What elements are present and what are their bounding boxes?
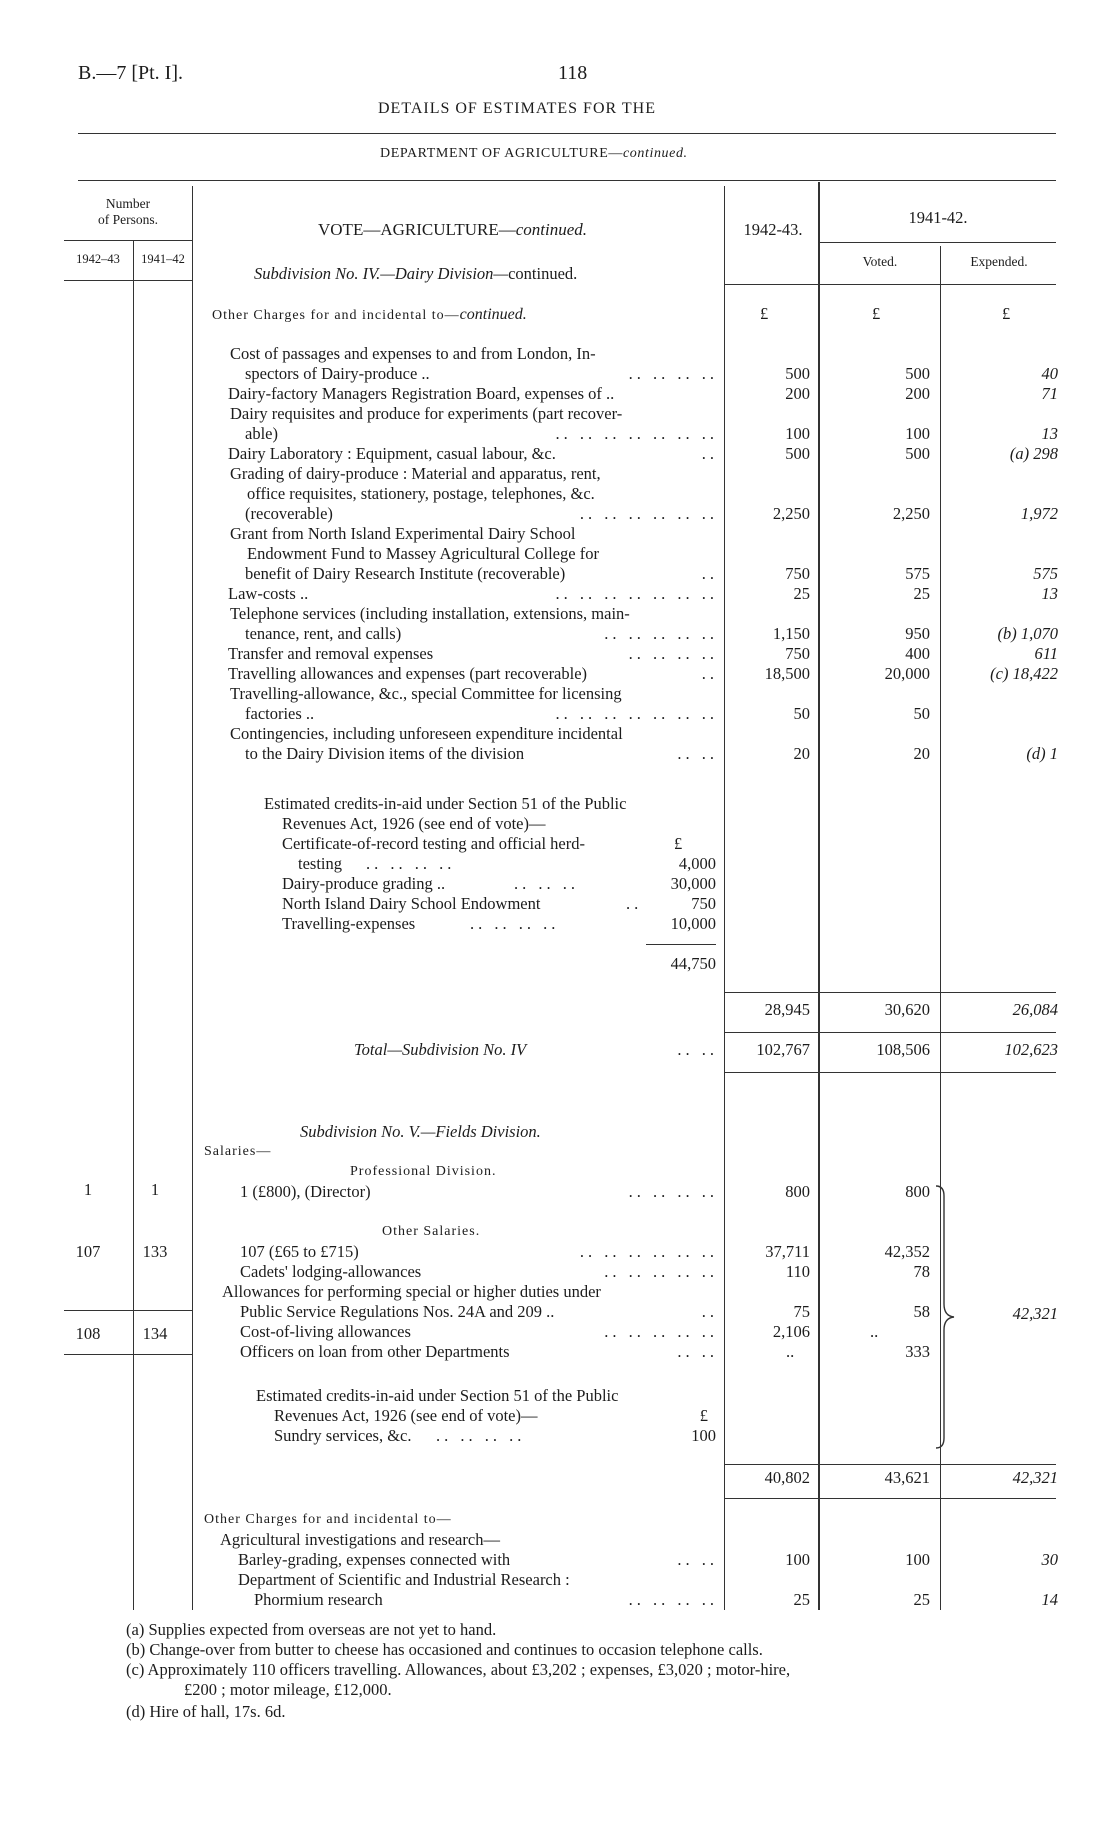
- estimate-value: 1,150: [772, 624, 810, 643]
- leader-dots: .. .. .. .. ..: [604, 1262, 718, 1281]
- salary-label: Cost-of-living allowances: [240, 1322, 411, 1341]
- estimate-value: 18,500: [764, 664, 810, 683]
- footnote-b: (b) Change-over from butter to cheese has occasioned and continues to occasion telephone calls.: [126, 1640, 763, 1659]
- voted-value: 575: [905, 564, 930, 583]
- item-line: Contingencies, including unforeseen expenditure incidental: [230, 724, 623, 743]
- leader-dots: .. .. .. .. .. .. ..: [555, 704, 718, 723]
- estimate-value: 100: [785, 1550, 810, 1569]
- salary-row: [228, 1322, 718, 1342]
- voted-value: 25: [913, 1590, 930, 1609]
- credits-in-aid-row: [274, 1406, 716, 1426]
- credit-item: Travelling-expenses: [282, 914, 416, 933]
- item-line: Law-costs ..: [228, 584, 309, 603]
- item-row: [228, 444, 718, 464]
- credit-item: Certificate-of-record testing and official herd-: [282, 834, 585, 853]
- subtotal-estimate: 40,802: [764, 1468, 810, 1487]
- pound-sign: £: [760, 304, 769, 323]
- item-row: [228, 584, 718, 604]
- credit-item: North Island Dairy School Endowment: [282, 894, 541, 913]
- leader-dots: .. .. .. ..: [628, 1590, 718, 1609]
- credit-row: [298, 854, 716, 874]
- subdivision-v-title: Subdivision No. V.—Fields Division.: [300, 1122, 541, 1141]
- salary-row: [228, 1182, 718, 1202]
- item-row: [228, 504, 718, 524]
- leader-dots: .. .. .. .. .. ..: [579, 1242, 718, 1261]
- credit-item: Dairy-produce grading ..: [282, 874, 446, 893]
- credit-value: 4,000: [678, 854, 716, 873]
- expended-value: 13: [1041, 424, 1058, 443]
- leader-dots: .. .. .. ..: [628, 1182, 718, 1201]
- subtotal-expended: 42,321: [1012, 1468, 1058, 1487]
- voted-value: 500: [905, 444, 930, 463]
- estimate-value: 500: [785, 364, 810, 383]
- department-title: [380, 146, 688, 162]
- salary-label: Public Service Regulations Nos. 24A and 209 ..: [240, 1302, 555, 1321]
- leader-dots: .. .. ..: [514, 874, 579, 893]
- voted-value: 950: [905, 624, 930, 643]
- leader-dots: .. .. .. ..: [628, 364, 718, 383]
- estimate-value: 25: [793, 1590, 810, 1609]
- credit-item: Sundry services, &c.: [274, 1426, 412, 1445]
- estimate-value: 750: [785, 564, 810, 583]
- credits-in-aid-line: Revenues Act, 1926 (see end of vote)—: [282, 814, 546, 833]
- credits-in-aid-line: Estimated credits-in-aid under Section 51 of the Public: [256, 1386, 619, 1405]
- salary-row: [228, 1262, 718, 1282]
- voted-value: 100: [905, 424, 930, 443]
- leader-dots: .. .. .. ..: [436, 1426, 526, 1445]
- item-line: Dairy requisites and produce for experiments (part recover-: [230, 404, 623, 423]
- leader-dots: .. .. .. ..: [470, 914, 560, 933]
- salary-row: [228, 1342, 718, 1362]
- voted-value: 20: [913, 744, 930, 763]
- item-line: able): [245, 424, 278, 443]
- vote-title-continued: continued.: [515, 220, 587, 239]
- estimate-value: 500: [785, 444, 810, 463]
- leader-dots: .. .. .. ..: [628, 644, 718, 663]
- voted-value: 800: [905, 1182, 930, 1201]
- voted-value: 20,000: [884, 664, 930, 683]
- voted-value: 25: [913, 584, 930, 603]
- persons-total-rule: [64, 1354, 192, 1355]
- persons-current: 107: [75, 1242, 101, 1261]
- subtotal-estimate: 28,945: [764, 1000, 810, 1019]
- subdivision-iv-heading: [254, 264, 577, 284]
- item-row: [228, 664, 718, 684]
- leader-dots: .. .. .. .. .. ..: [579, 504, 718, 523]
- leader-dots: .. ..: [677, 744, 718, 763]
- leader-dots: .. .. .. .. ..: [604, 624, 718, 643]
- salary-label: 107 (£65 to £715): [240, 1242, 359, 1261]
- voted-value: 500: [905, 364, 930, 383]
- leader-dots: ..: [626, 894, 643, 913]
- voted-value: ..: [870, 1322, 879, 1341]
- voted-value: 400: [905, 644, 930, 663]
- persons-total-previous: 134: [142, 1324, 168, 1343]
- charge-label: Phormium research: [254, 1590, 383, 1609]
- other-charges-continued: continued.: [459, 306, 527, 323]
- pound-sign: £: [674, 834, 683, 853]
- footnote-c: (c) Approximately 110 officers travelling. Allowances, about £3,202 ; expenses, £3,020 ; motor-hire,: [126, 1660, 791, 1679]
- header-rule: [820, 242, 1056, 243]
- item-line: Cost of passages and expenses to and from London, In-: [230, 344, 596, 363]
- item-line: Endowment Fund to Massey Agricultural College for: [247, 544, 599, 563]
- persons-total-current: 108: [75, 1324, 101, 1343]
- credit-row: [282, 894, 716, 914]
- pound-sign: £: [872, 304, 881, 323]
- expended-value: 30: [1041, 1550, 1058, 1569]
- credit-value: 750: [691, 894, 716, 913]
- agricultural-investigations-heading: Agricultural investigations and research—: [220, 1530, 500, 1549]
- expended-value: (a) 298: [1009, 444, 1058, 463]
- voted-value: 78: [913, 1262, 930, 1281]
- voted-value: 42,352: [884, 1242, 930, 1261]
- subtotal-expended: 26,084: [1012, 1000, 1058, 1019]
- persons-previous: 1: [150, 1180, 160, 1199]
- charge-row: [228, 1550, 718, 1570]
- column-rule: [133, 240, 134, 1610]
- footnote-a: (a) Supplies expected from overseas are not yet to hand.: [126, 1620, 497, 1639]
- item-row: [228, 564, 718, 584]
- persons-current: 1: [83, 1180, 93, 1199]
- total-voted: 108,506: [876, 1040, 930, 1059]
- voted-value: 100: [905, 1550, 930, 1569]
- voted-heading: Voted.: [862, 254, 898, 269]
- persons-total-rule: [64, 1310, 192, 1311]
- expended-value: (b) 1,070: [997, 624, 1058, 643]
- year-current-heading: 1942-43.: [743, 220, 803, 239]
- salary-label: Cadets' lodging-allowances: [240, 1262, 422, 1281]
- estimate-value: 20: [793, 744, 810, 763]
- persons-heading-1: Number: [105, 196, 151, 211]
- estimate-value: ..: [786, 1342, 795, 1361]
- persons-year-previous: 1941–42: [141, 252, 185, 266]
- rule: [78, 133, 1056, 134]
- item-line: (recoverable): [245, 504, 333, 523]
- footnote-c-continued: £200 ; motor mileage, £12,000.: [184, 1680, 392, 1699]
- salary-label: 1 (£800), (Director): [240, 1182, 371, 1201]
- leader-dots: .. .. .. ..: [366, 854, 456, 873]
- page-number: 118: [558, 62, 588, 84]
- credits-in-aid-line: Revenues Act, 1926 (see end of vote)—: [274, 1406, 538, 1425]
- charge-row: [228, 1590, 718, 1610]
- department-continued: continued.: [622, 146, 688, 161]
- charge-label: Barley-grading, expenses connected with: [238, 1550, 511, 1569]
- salary-row: [228, 1242, 718, 1262]
- item-line: Dairy-factory Managers Registration Board, expenses of ..: [228, 384, 615, 403]
- estimate-value: 110: [785, 1262, 810, 1281]
- item-line: Grant from North Island Experimental Dairy School: [230, 524, 576, 543]
- subdivision-iv-continued: continued.: [508, 264, 578, 283]
- header-rule: [64, 240, 192, 241]
- item-line: Telephone services (including installation, extensions, main-: [230, 604, 630, 623]
- subtotal-rule: [724, 1032, 1056, 1033]
- header-rule: [64, 280, 192, 281]
- persons-previous: 133: [142, 1242, 168, 1261]
- pound-sign: £: [699, 1406, 708, 1425]
- column-rule: [724, 186, 725, 1610]
- credit-item: testing: [298, 854, 342, 873]
- voted-value: 333: [905, 1342, 930, 1361]
- item-row: [228, 384, 718, 404]
- subtotal-voted: 43,621: [884, 1468, 930, 1487]
- estimate-value: 2,106: [772, 1322, 810, 1341]
- voted-value: 50: [913, 704, 930, 723]
- pound-sign: £: [1002, 304, 1011, 323]
- voted-value: 2,250: [892, 504, 930, 523]
- item-line: to the Dairy Division items of the division: [245, 744, 525, 763]
- item-line: Travelling allowances and expenses (part recoverable): [228, 664, 588, 683]
- estimate-value: 100: [785, 424, 810, 443]
- expended-value: 575: [1033, 564, 1058, 583]
- subdivision-iv-title: Subdivision No. IV.—Dairy Division—: [254, 264, 509, 283]
- credit-value: 10,000: [670, 914, 716, 933]
- other-salaries-heading: Other Salaries.: [382, 1224, 481, 1239]
- expended-value: 14: [1041, 1590, 1058, 1609]
- leader-dots: .. .. .. .. .. .. ..: [555, 424, 718, 443]
- subtotal-rule: [724, 992, 1056, 993]
- estimate-value: 37,711: [765, 1242, 810, 1261]
- credit-value: 100: [691, 1426, 716, 1445]
- estimate-value: 25: [793, 584, 810, 603]
- subtotal-rule: [724, 1498, 1056, 1499]
- other-charges-label: Other Charges for and incidental to—: [212, 308, 460, 323]
- item-row: [228, 644, 718, 664]
- estimate-value: 200: [785, 384, 810, 403]
- leader-dots: .. ..: [677, 1342, 718, 1361]
- credits-total: 44,750: [670, 954, 716, 973]
- leader-dots: .. ..: [677, 1550, 718, 1569]
- estimate-value: 2,250: [772, 504, 810, 523]
- estimate-value: 800: [785, 1182, 810, 1201]
- expended-value: 611: [1034, 644, 1058, 663]
- item-line: Travelling-allowance, &c., special Committee for licensing: [230, 684, 622, 703]
- page-title: DETAILS OF ESTIMATES FOR THE: [378, 100, 656, 117]
- persons-heading-2: of Persons.: [98, 212, 158, 227]
- expended-value: 40: [1041, 364, 1058, 383]
- expended-value: (c) 18,422: [990, 664, 1058, 683]
- charge-label: Department of Scientific and Industrial Research :: [238, 1570, 570, 1589]
- total-row: [228, 1040, 718, 1060]
- item-row: [228, 624, 718, 644]
- leader-dots: .. ..: [677, 1040, 718, 1059]
- item-line: Dairy Laboratory : Equipment, casual labour, &c.: [228, 444, 556, 463]
- credits-in-aid-line: Estimated credits-in-aid under Section 51 of the Public: [264, 794, 627, 813]
- vote-title-text: VOTE—AGRICULTURE—: [318, 220, 516, 239]
- other-charges-heading: Other Charges for and incidental to—: [204, 1512, 452, 1527]
- header-rule: [724, 284, 1056, 285]
- expended-value: 1,972: [1020, 504, 1058, 523]
- document-reference: B.—7 [Pt. I].: [78, 62, 183, 84]
- item-line: office requisites, stationery, postage, telephones, &c.: [247, 484, 595, 503]
- item-line: spectors of Dairy-produce ..: [245, 364, 430, 383]
- credit-row: [282, 874, 716, 894]
- professional-division-heading: Professional Division.: [350, 1164, 497, 1179]
- leader-dots: ..: [701, 1302, 718, 1321]
- voted-value: 58: [913, 1302, 930, 1321]
- expended-heading: Expended.: [970, 254, 1028, 269]
- rule: [78, 180, 1056, 181]
- total-estimate: 102,767: [756, 1040, 810, 1059]
- item-line: Grading of dairy-produce : Material and apparatus, rent,: [230, 464, 601, 483]
- item-line: factories ..: [245, 704, 315, 723]
- total-rule: [724, 1072, 1056, 1073]
- item-row: [228, 744, 718, 764]
- bracket-expended: 42,321: [1012, 1304, 1058, 1323]
- column-rule: [818, 182, 820, 1610]
- credits-total-rule: [646, 944, 716, 945]
- total-label: Total—Subdivision No. IV: [354, 1040, 527, 1059]
- leader-dots: .. .. .. .. ..: [604, 1322, 718, 1341]
- credit-row: [282, 914, 716, 934]
- department-name: DEPARTMENT OF AGRICULTURE—: [380, 146, 623, 161]
- leader-dots: ..: [701, 664, 718, 683]
- vote-title: [318, 220, 587, 240]
- voted-value: 200: [905, 384, 930, 403]
- expended-value: 13: [1041, 584, 1058, 603]
- other-charges-heading: [212, 306, 527, 324]
- subtotal-rule: [724, 1464, 1056, 1465]
- year-previous-heading: 1941-42.: [908, 208, 968, 227]
- estimate-value: 50: [793, 704, 810, 723]
- expended-value: (d) 1: [1026, 744, 1058, 763]
- item-line: benefit of Dairy Research Institute (recoverable): [245, 564, 566, 583]
- credit-row: [274, 1426, 716, 1446]
- total-expended: 102,623: [1004, 1040, 1058, 1059]
- salaries-heading: Salaries—: [204, 1144, 272, 1159]
- item-row: [228, 424, 718, 444]
- leader-dots: ..: [701, 444, 718, 463]
- persons-year-current: 1942–43: [76, 252, 120, 266]
- item-line: tenance, rent, and calls): [245, 624, 402, 643]
- expended-value: 71: [1041, 384, 1058, 403]
- item-row: [228, 704, 718, 724]
- credit-value: 30,000: [670, 874, 716, 893]
- salary-label: Officers on loan from other Departments: [240, 1342, 510, 1361]
- salary-label: Allowances for performing special or higher duties under: [222, 1282, 601, 1301]
- footnote-d: (d) Hire of hall, 17s. 6d.: [126, 1702, 286, 1721]
- item-line: Transfer and removal expenses: [228, 644, 434, 663]
- estimate-value: 75: [793, 1302, 810, 1321]
- column-rule: [192, 186, 193, 1610]
- item-row: [228, 364, 718, 384]
- leader-dots: ..: [701, 564, 718, 583]
- estimate-value: 750: [785, 644, 810, 663]
- subtotal-voted: 30,620: [884, 1000, 930, 1019]
- salary-row: [228, 1302, 718, 1322]
- leader-dots: .. .. .. .. .. .. ..: [555, 584, 718, 603]
